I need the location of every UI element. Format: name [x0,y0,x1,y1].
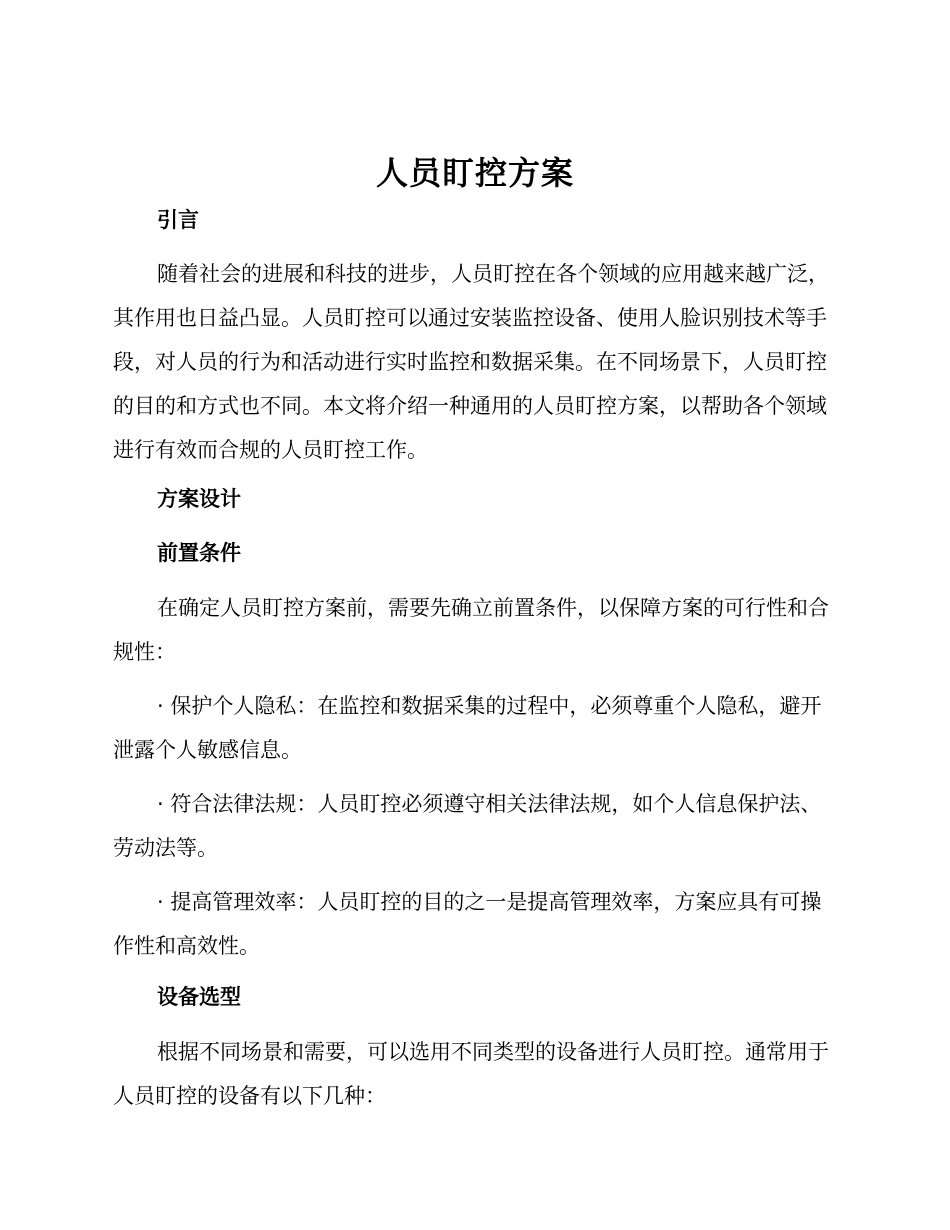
document-title: 人员盯控方案 [375,154,574,192]
subsection-heading-prerequisites: 前置条件 [157,541,241,565]
prerequisites-paragraph: 在确定人员盯控方案前，需要先确立前置条件，以保障方案的可行性和合规性： [113,596,829,664]
bullet-item-privacy: · 保护个人隐私：在监控和数据采集的过程中，必须尊重个人隐私，避开泄露个人敏感信息。 [113,694,822,762]
section-heading-intro: 引言 [157,208,199,232]
bullet-item-law: · 符合法律法规：人员盯控必须遵守相关法律法规，如个人信息保护法、劳动法等。 [113,792,822,860]
subsection-heading-equipment: 设备选型 [157,985,241,1009]
equipment-paragraph: 根据不同场景和需要，可以选用不同类型的设备进行人员盯控。通常用于人员盯控的设备有以下几种： [113,1040,829,1108]
intro-paragraph: 随着社会的进展和科技的进步，人员盯控在各个领域的应用越来越广泛，其作用也日益凸显。人员盯控可以通过安装监控设备、使用人脸识别技术等手段，对人员的行为和活动进行实时监控和数据采集。在不同场景下，人员盯控的目的和方式也不同。本文将介绍一种通用的人员盯控方案，以帮助各个领域进行有效而合规的人员盯控工作。 [113,262,829,462]
bullet-item-efficiency: · 提高管理效率：人员盯控的目的之一是提高管理效率，方案应具有可操作性和高效性。 [113,890,822,958]
section-heading-design: 方案设计 [157,487,241,511]
